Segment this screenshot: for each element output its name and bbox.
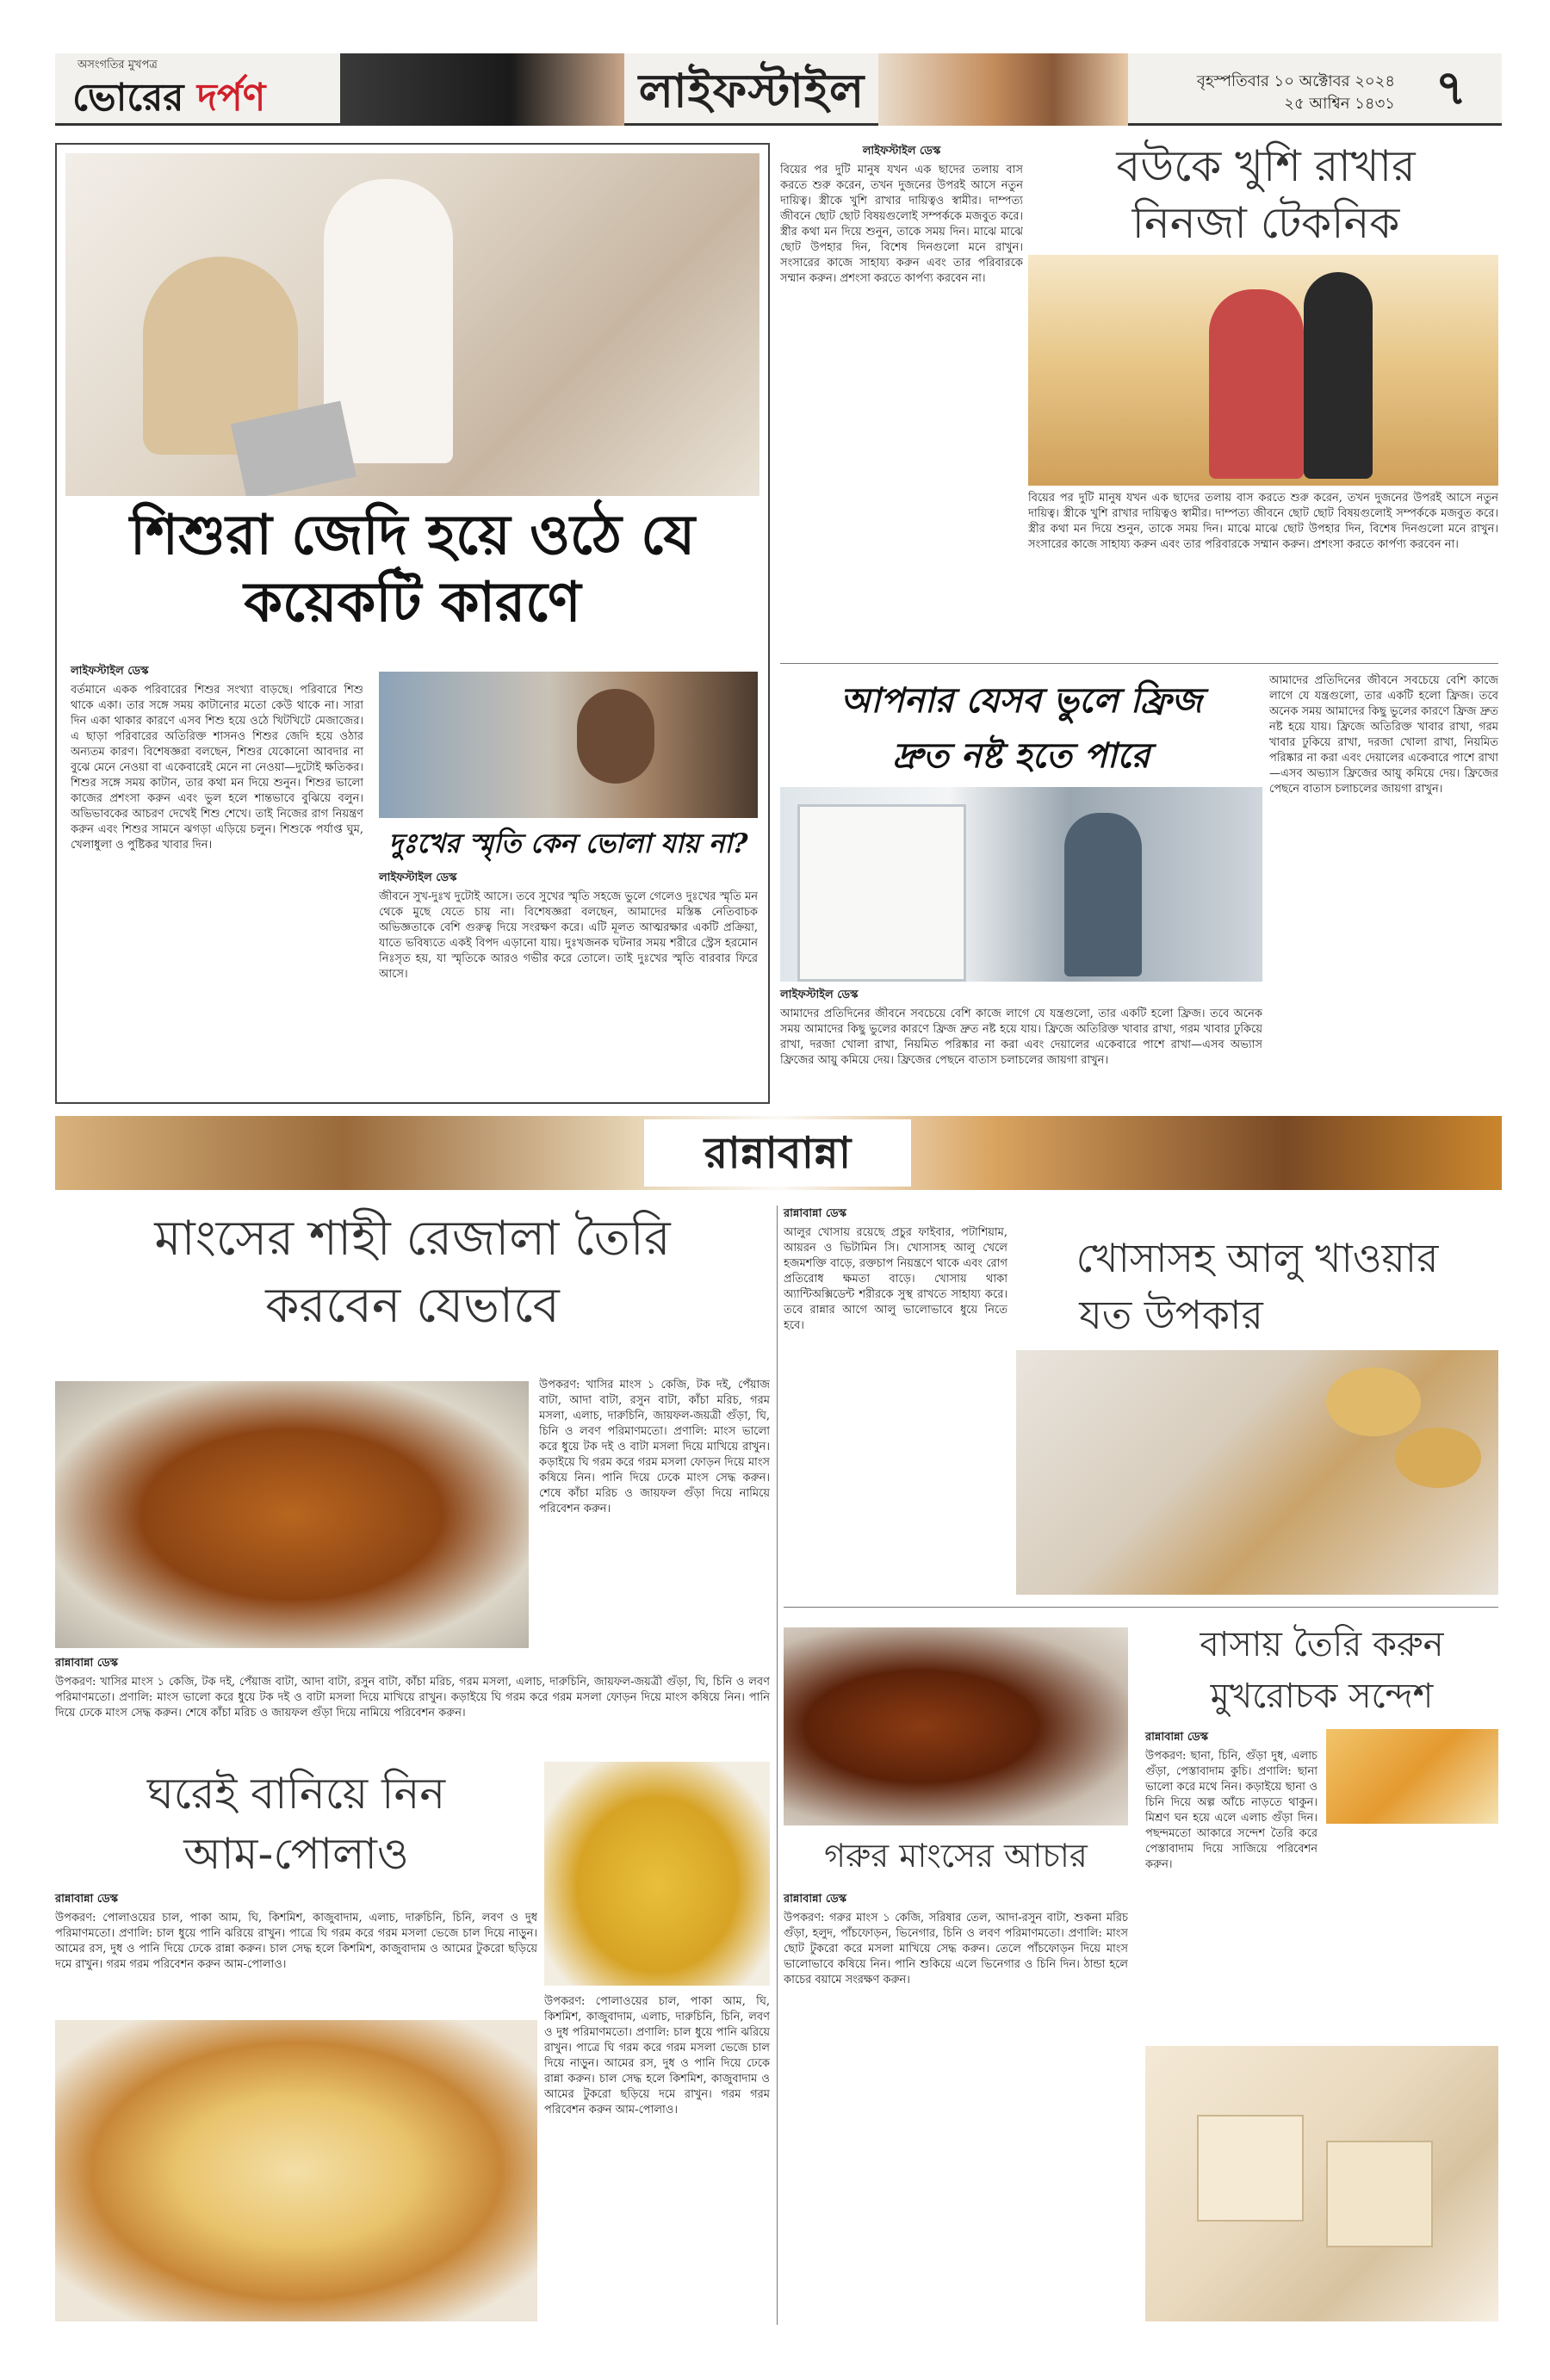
- pulao-photo: [55, 2020, 537, 2321]
- achar-body: উপকরণ: গরুর মাংস ১ কেজি, সরিষার তেল, আদা-রসুন বাটা, শুকনা মরিচ গুঁড়া, হলুদ, পাঁচফোড়ন, ভিনেগার, চিনি ও লবণ পরিমাণমতো। প্রণালি: মাংস ছোট টুকরো করে মসলা মাখিয়ে সেদ্ধ করুন। তেলে পাঁচফোড়ন দিয়ে মাংস ভালোভাবে কষিয়ে নিন। পানি শুকিয়ে এলে ভিনেগার ও চিনি দিন। ঠান্ডা হলে কাচের বয়ামে সংরক্ষণ করুন।: [784, 1912, 1128, 1986]
- wife-body-cont: [1028, 491, 1498, 651]
- wife-body: বিয়ের পর দুটি মানুষ যখন এক ছাদের তলায় বাস করতে শুরু করেন, তখন দুজনের উপরই আসে নতুন দায়িত্ব। স্ত্রীকে খুশি রাখার দায়িত্বও স্বামীর। দাম্পত্য জীবনে ছোট ছোট বিষয়গুলোই সম্পর্ককে মজবুত করে। স্ত্রীর কথা মন দিয়ে শুনুন, তাকে সময় দিন। মাঝে মাঝে ছোট উপহার দিন, বিশেষ দিনগুলো মনে রাখুন। সংসারের কাজে সাহায্য করুন এবং তার পরিবারকে সম্মান করুন। প্রশংসা করতে কার্পণ্য করবেন না।: [780, 164, 1023, 285]
- newspaper-logo[interactable]: [72, 69, 348, 121]
- pulao-body-side: উপকরণ: পোলাওয়ের চাল, পাকা আম, ঘি, কিশমিশ, কাজুবাদাম, এলাচ, দারুচিনি, চিনি, লবণ ও দুধ পরিমাণমতো। প্রণালি: চাল ধুয়ে পানি ঝরিয়ে রাখুন। পাত্রে ঘি গরম করে গরম মসলা ভেজে চাল দিয়ে নাড়ুন। আমের রস, দুধ ও পানি দিয়ে ঢেকে রান্না করুন। চাল সেদ্ধ হলে কিশমিশ, কাজুবাদাম ও আমের টুকরো ছড়িয়ে দমে রাখুন। গরম গরম পরিবেশন করুন আম-পোলাও।: [544, 1995, 770, 2117]
- page-number: ৭: [1435, 60, 1467, 116]
- potato-byline: রান্নাবান্না ডেস্ক: [784, 1207, 847, 1220]
- kids-byline: লাইফস্টাইল ডেস্ক: [71, 665, 149, 678]
- fridge-byline: লাইফস্টাইল ডেস্ক: [780, 989, 859, 1001]
- potato-photo: [1016, 1350, 1498, 1595]
- masthead-photo-right: [878, 53, 1128, 126]
- potato-article: [784, 1205, 1008, 1593]
- dateline: [1137, 71, 1395, 115]
- kids-headline-line1: শিশুরা জেদি হয়ে ওঠে যে: [129, 503, 696, 567]
- fridge-photo: [780, 787, 1262, 982]
- rezala-body-side: উপকরণ: খাসির মাংস ১ কেজি, টক দই, পেঁয়াজ বাটা, আদা বাটা, রসুন বাটা, কাঁচা মরিচ, গরম মসলা, এলাচ, দারুচিনি, জায়ফল-জয়ত্রী গুঁড়া, ঘি, চিনি ও লবণ পরিমাণমতো। প্রণালি: মাংস ভালো করে ধুয়ে টক দই ও বাটা মসলা দিয়ে মাখিয়ে রাখুন। কড়াইয়ে ঘি গরম করে গরম মসলা ফোড়ন দিয়ে মাংস কষিয়ে নিন। পানি দিয়ে ঢেকে মাংস সেদ্ধ করুন। শেষে কাঁচা মরিচ ও জায়ফল গুঁড়া দিয়ে নামিয়ে পরিবেশন করুন।: [539, 1379, 770, 1515]
- masthead-tagline: অসংগতির মুখপত্র: [78, 59, 158, 71]
- rezala-article: [55, 1655, 770, 1750]
- fridge-headline-line1: আপনার যেসব ভুলে ফ্রিজ: [840, 680, 1203, 721]
- wife-article-col: [780, 143, 1023, 651]
- sandesh-photo: [1145, 2046, 1498, 2321]
- potato-body: আলুর খোসায় রয়েছে প্রচুর ফাইবার, পটাশিয়াম, আয়রন ও ভিটামিন সি। খোসাসহ আলু খেলে হজমশক্তি বাড়ে, রক্তচাপ নিয়ন্ত্রণে থাকে এবং রোগ প্রতিরোধ ক্ষমতা বাড়ে। খোসায় থাকা অ্যান্টিঅক্সিডেন্ট শরীরকে সুস্থ রাখতে সাহায্য করে। তবে রান্নার আগে আলু ভালোভাবে ধুয়ে নিতে হবে।: [784, 1226, 1008, 1332]
- section-title: লাইফস্টাইল: [638, 63, 865, 118]
- sandesh-headline-line2: মুখরোচক সন্দেশ: [1210, 1677, 1434, 1716]
- potato-headline-line2: যত উপকার: [1079, 1292, 1263, 1338]
- achar-headline: গরুর মাংসের আচার: [824, 1837, 1088, 1875]
- pulao-article: [55, 1891, 537, 2011]
- achar-byline: রান্নাবান্না ডেস্ক: [784, 1893, 847, 1906]
- wife-photo: [1028, 255, 1498, 486]
- sandesh-headline-line1: বাসায় তৈরি করুন: [1200, 1625, 1444, 1664]
- pulao-photo-small: [544, 1762, 770, 1986]
- potato-headline-line1: খোসাসহ আলু খাওয়ার: [1076, 1235, 1439, 1281]
- fridge-headline-line2: দ্রুত নষ্ট হতে পারে: [892, 735, 1150, 776]
- achar-article: [784, 1891, 1128, 2321]
- rezala-byline: রান্নাবান্না ডেস্ক: [55, 1657, 119, 1670]
- kids-body: বর্তমানে একক পরিবারের শিশুর সংখ্যা বাড়ছে। পরিবারে শিশু থাকে একা। তার সঙ্গে সময় কাটানোর মতো কেউ থাকে না। সারা দিন একা থাকার কারণে এসব শিশু হয়ে ওঠে খিটখিটে মেজাজের। এ ছাড়া পরিবারের অতিরিক্ত শাসনও শিশুর জেদি হয়ে ওঠার অন্যতম কারণ। বিশেষজ্ঞরা বলছেন, শিশুর যেকোনো আবদার না বুঝে মেনে নেওয়া বা একেবারেই মেনে না নেওয়া—দুটোই ক্ষতিকর। শিশুর সঙ্গে সময় কাটান, তার কথা মন দিয়ে শুনুন। শিশুর ভালো কাজের প্রশংসা করুন এবং ভুল হলে শান্তভাবে বুঝিয়ে বলুন। অভিভাবকের আচরণ দেখেই শিশু শেখে। তাই নিজের রাগ নিয়ন্ত্রণ করুন এবং শিশুর সামনে ঝগড়া এড়িয়ে চলুন। শিশুকে পর্যাপ্ত ঘুম, খেলাধুলা ও পুষ্টিকর খাবার দিন।: [71, 684, 363, 852]
- achar-photo: [784, 1627, 1128, 1825]
- fridge-body: আমাদের প্রতিদিনের জীবনে সবচেয়ে বেশি কাজে লাগে যে যন্ত্রগুলো, তার একটি হলো ফ্রিজ। তবে অনেক সময় আমাদের কিছু ভুলের কারণে ফ্রিজ দ্রুত নষ্ট হয়ে যায়। ফ্রিজে অতিরিক্ত খাবার রাখা, গরম খাবার ঢুকিয়ে রাখা, দরজা খোলা রাখা, নিয়মিত পরিষ্কার না করা এবং দেয়ালের একেবারে পাশে রাখা—এসব অভ্যাস ফ্রিজের আয়ু কমিয়ে দেয়। ফ্রিজের পেছনে বাতাস চলাচলের জায়গা রাখুন।: [780, 1007, 1262, 1067]
- pulao-body: উপকরণ: পোলাওয়ের চাল, পাকা আম, ঘি, কিশমিশ, কাজুবাদাম, এলাচ, দারুচিনি, চিনি, লবণ ও দুধ পরিমাণমতো। প্রণালি: চাল ধুয়ে পানি ঝরিয়ে রাখুন। পাত্রে ঘি গরম করে গরম মসলা ভেজে চাল দিয়ে নাড়ুন। আমের রস, দুধ ও পানি দিয়ে ঢেকে রান্না করুন। চাল সেদ্ধ হলে কিশমিশ, কাজুবাদাম ও আমের টুকরো ছড়িয়ে দমে রাখুন। গরম গরম পরিবেশন করুন আম-পোলাও।: [55, 1912, 537, 1971]
- rezala-body: উপকরণ: খাসির মাংস ১ কেজি, টক দই, পেঁয়াজ বাটা, আদা বাটা, রসুন বাটা, কাঁচা মরিচ, গরম মসলা, এলাচ, দারুচিনি, জায়ফল-জয়ত্রী গুঁড়া, ঘি, চিনি ও লবণ পরিমাণমতো। প্রণালি: মাংস ভালো করে ধুয়ে টক দই ও বাটা মসলা দিয়ে মাখিয়ে রাখুন। কড়াইয়ে ঘি গরম করে গরম মসলা ফোড়ন দিয়ে মাংস কষিয়ে নিন। পানি দিয়ে ঢেকে মাংস সেদ্ধ করুন। শেষে কাঁচা মরিচ ও জায়ফল গুঁড়া দিয়ে নামিয়ে পরিবেশন করুন।: [55, 1676, 770, 1720]
- fridge-body-side: আমাদের প্রতিদিনের জীবনে সবচেয়ে বেশি কাজে লাগে যে যন্ত্রগুলো, তার একটি হলো ফ্রিজ। তবে অনেক সময় আমাদের কিছু ভুলের কারণে ফ্রিজ দ্রুত নষ্ট হয়ে যায়। ফ্রিজে অতিরিক্ত খাবার রাখা, গরম খাবার ঢুকিয়ে রাখা, দরজা খোলা রাখা, নিয়মিত পরিষ্কার না করা এবং দেয়ালের একেবারে পাশে রাখা—এসব অভ্যাস ফ্রিজের আয়ু কমিয়ে দেয়। ফ্রিজের পেছনে বাতাস চলাচলের জায়গা রাখুন।: [1269, 674, 1498, 796]
- masthead-photo-left: [340, 53, 624, 126]
- kids-article: [71, 663, 363, 1094]
- logo-word-2: দর্পণ: [196, 76, 266, 120]
- date-bengali: ২৫ আশ্বিন ১৪৩১: [1284, 95, 1395, 113]
- fridge-article: [780, 987, 1262, 1104]
- kids-photo: [65, 153, 760, 496]
- sandesh-byline: রান্নাবান্না ডেস্ক: [1145, 1731, 1209, 1744]
- logo-word-1: ভোরের: [72, 76, 184, 120]
- fridge-side-col: [1269, 673, 1498, 1104]
- wife-headline-line2: নিনজা টেকনিক: [1132, 198, 1400, 248]
- memory-byline: লাইফস্টাইল ডেস্ক: [379, 871, 457, 884]
- rezala-headline-line2: করবেন যেভাবে: [265, 1278, 560, 1334]
- recipes-banner-title: রান্নাবান্না: [644, 1119, 911, 1187]
- memory-headline: দুঃখের স্মৃতি কেন ভোলা যায় না?: [388, 828, 748, 859]
- sandesh-photo-small: [1326, 1729, 1498, 1824]
- sandesh-article: [1145, 1729, 1318, 2039]
- memory-article: [379, 870, 758, 1095]
- memory-photo: [379, 672, 758, 818]
- wife-byline: লাইফস্টাইল ডেস্ক: [862, 145, 941, 158]
- date-gregorian: বৃহস্পতিবার ১০ অক্টোবর ২০২৪: [1196, 72, 1395, 90]
- divider-potato: [784, 1607, 1498, 1608]
- kids-headline-line2: কয়েকটি কারণে: [244, 570, 581, 635]
- sandesh-body: উপকরণ: ছানা, চিনি, গুঁড়া দুধ, এলাচ গুঁড়া, পেস্তাবাদাম কুচি। প্রণালি: ছানা ভালো করে মথে নিন। কড়াইয়ে ছানা ও চিনি দিয়ে অল্প আঁচে নাড়তে থাকুন। মিশ্রণ ঘন হয়ে এলে এলাচ গুঁড়া দিন। পছন্দমতো আকারে সন্দেশ তৈরি করে পেস্তাবাদাম দিয়ে সাজিয়ে পরিবেশন করুন।: [1145, 1750, 1318, 1871]
- rezala-headline-line1: মাংসের শাহী রেজালা তৈরি: [154, 1211, 671, 1267]
- divider: [780, 663, 1498, 664]
- memory-body: জীবনে সুখ-দুঃখ দুটোই আসে। তবে সুখের স্মৃতি সহজে ভুলে গেলেও দুঃখের স্মৃতি মন থেকে মুছে যেতে চায় না। বিশেষজ্ঞরা বলছেন, আমাদের মস্তিষ্ক নেতিবাচক অভিজ্ঞতাকে বেশি গুরুত্ব দিয়ে সংরক্ষণ করে। এটি মূলত আত্মরক্ষার একটি প্রক্রিয়া, যাতে ভবিষ্যতে একই বিপদ এড়ানো যায়। দুঃখজনক ঘটনার সময় শরীরে স্ট্রেস হরমোন নিঃসৃত হয়, যা স্মৃতিকে আরও গভীর করে তোলে। তাই দুঃখের স্মৃতি বারবার ফিরে আসে।: [379, 890, 758, 981]
- divider-col: [777, 1205, 778, 2325]
- rezala-photo: [55, 1381, 529, 1648]
- pulao-headline-line2: আম-পোলাও: [183, 1829, 409, 1879]
- pulao-byline: রান্নাবান্না ডেস্ক: [55, 1893, 119, 1906]
- pulao-headline-line1: ঘরেই বানিয়ে নিন: [146, 1769, 446, 1819]
- wife-body-continuation: বিয়ের পর দুটি মানুষ যখন এক ছাদের তলায় বাস করতে শুরু করেন, তখন দুজনের উপরই আসে নতুন দায়িত্ব। স্ত্রীকে খুশি রাখার দায়িত্বও স্বামীর। দাম্পত্য জীবনে ছোট ছোট বিষয়গুলোই সম্পর্ককে মজবুত করে। স্ত্রীর কথা মন দিয়ে শুনুন, তাকে সময় দিন। মাঝে মাঝে ছোট উপহার দিন, বিশেষ দিনগুলো মনে রাখুন। সংসারের কাজে সাহায্য করুন এবং তার পরিবারকে সম্মান করুন। প্রশংসা করতে কার্পণ্য করবেন না।: [1028, 492, 1498, 551]
- wife-headline-line1: বউকে খুশি রাখার: [1116, 141, 1416, 191]
